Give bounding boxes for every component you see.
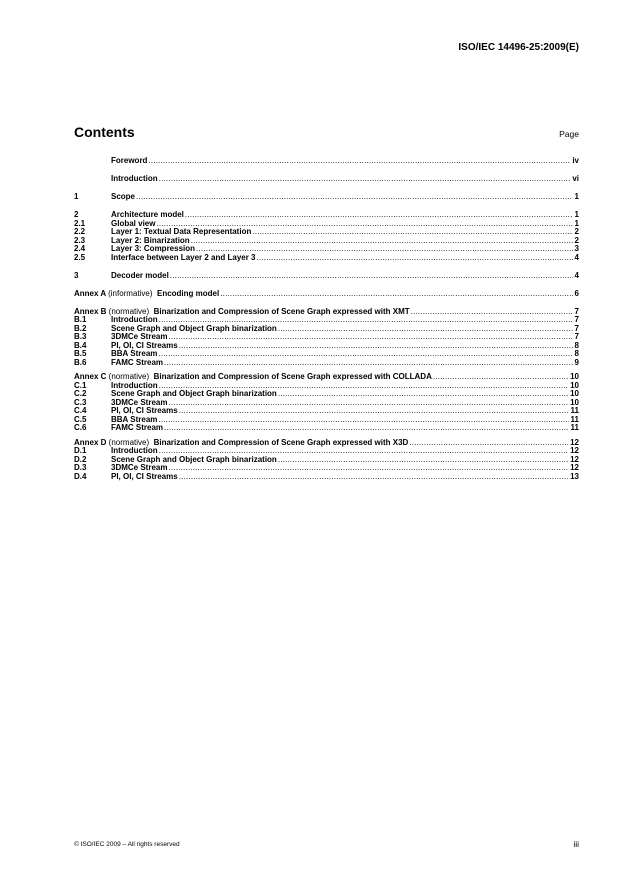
dot-leader xyxy=(252,228,572,237)
toc-entry-number: B.6 xyxy=(74,357,87,367)
dot-leader xyxy=(433,373,568,382)
dot-leader xyxy=(179,407,569,416)
toc-entry[interactable] xyxy=(74,175,579,184)
toc-entry[interactable] xyxy=(74,359,579,368)
toc-entry-number: C.6 xyxy=(74,423,87,432)
toc-entry[interactable] xyxy=(74,254,579,263)
page-column-label: Page xyxy=(559,129,579,139)
toc-entry-title: Architecture model xyxy=(111,210,184,219)
toc-entry-title: FAMC Stream xyxy=(111,423,164,432)
toc-entry-number: C.5 xyxy=(74,414,87,424)
toc-entry-page: 7 xyxy=(574,323,579,333)
toc-entry-title: 3DMCe Stream xyxy=(111,332,168,341)
toc-entry-number: C.4 xyxy=(74,406,87,415)
toc-entry-title: Introduction xyxy=(111,315,158,324)
toc-entry-page: 10 xyxy=(570,397,579,407)
toc-entry-number: 3 xyxy=(74,270,79,280)
toc-entry-page: 11 xyxy=(570,414,579,424)
toc-entry-page: 12 xyxy=(570,454,579,464)
toc-entry-title: Foreword xyxy=(111,156,148,165)
toc-entry[interactable] xyxy=(74,473,579,482)
toc-entry-page: 4 xyxy=(574,252,579,262)
annex-prefix: Annex C (normative) xyxy=(74,372,154,381)
toc-entry-title: BBA Stream xyxy=(111,414,158,424)
toc-entry-number: 1 xyxy=(74,192,79,201)
toc-entry-number: 2.4 xyxy=(74,244,86,253)
annex-prefix: Annex D (normative) xyxy=(74,437,154,447)
toc-entry-number: B.3 xyxy=(74,332,87,341)
toc-entry-number: 2.1 xyxy=(74,218,86,228)
toc-entry-page: 8 xyxy=(574,340,579,350)
toc-entry-number: D.2 xyxy=(74,454,87,464)
toc-entry-title xyxy=(74,290,219,299)
dot-leader xyxy=(159,175,571,184)
toc-entry-page: 13 xyxy=(570,471,579,481)
annex-prefix: Annex A (informative) xyxy=(74,288,157,298)
annex-title: Binarization and Compression of Scene Graph expressed with XMT xyxy=(153,306,410,316)
toc-entry-number: D.3 xyxy=(74,463,87,472)
document-id: ISO/IEC 14496-25:2009(E) xyxy=(458,42,579,53)
toc-entry-title: Introduction xyxy=(111,174,158,183)
toc-entry[interactable] xyxy=(74,424,579,433)
toc-entry-page: 9 xyxy=(574,357,579,367)
toc-entry-number: 2 xyxy=(74,210,79,219)
toc-entry-page: 7 xyxy=(574,315,579,324)
dot-leader xyxy=(164,359,573,368)
dot-leader xyxy=(136,193,573,202)
toc-entry-page: 10 xyxy=(570,380,579,390)
toc-entry-number: 2.2 xyxy=(74,227,86,236)
toc-entry-title: Layer 2: Binarization xyxy=(111,235,190,245)
toc-entry-title: Introduction xyxy=(111,380,158,390)
toc-entry-number: C.3 xyxy=(74,397,87,407)
toc-entry-number: 2.5 xyxy=(74,252,86,262)
toc-entry-page: 7 xyxy=(574,332,579,341)
toc-entry[interactable] xyxy=(74,157,579,166)
toc-entry-page: 10 xyxy=(570,389,579,398)
dot-leader xyxy=(278,390,568,399)
toc-entry-number: C.2 xyxy=(74,389,87,398)
dot-leader xyxy=(191,237,573,246)
toc-entry-page: 2 xyxy=(574,227,579,236)
dot-leader xyxy=(185,211,573,220)
annex-title: Encoding model xyxy=(156,288,220,298)
copyright-notice: © ISO/IEC 2009 – All rights reserved xyxy=(74,841,180,848)
toc-entry-title: FAMC Stream xyxy=(111,357,164,367)
toc-entry-title: Decoder model xyxy=(111,270,169,280)
toc-entry-number: C.1 xyxy=(74,380,87,390)
toc-entry-number: B.2 xyxy=(74,323,87,333)
annex-title: Binarization and Compression of Scene Graph expressed with COLLADA xyxy=(153,372,432,381)
dot-leader xyxy=(158,416,568,425)
toc-entry-page: 1 xyxy=(574,192,579,201)
toc-entry-page: 11 xyxy=(570,406,579,415)
toc-entry-title: Layer 1: Textual Data Representation xyxy=(111,227,252,236)
annex-title: Binarization and Compression of Scene Graph expressed with X3D xyxy=(153,437,409,447)
toc-entry-page: 12 xyxy=(570,437,579,447)
dot-leader xyxy=(409,439,568,448)
toc-entry-title: PI, OI, CI Streams xyxy=(111,406,178,415)
dot-leader xyxy=(179,473,568,482)
dot-leader xyxy=(148,157,570,166)
toc-entry-page: 7 xyxy=(574,306,579,316)
dot-leader xyxy=(168,333,572,342)
toc-entry-page: 12 xyxy=(570,446,579,455)
dot-leader xyxy=(179,342,573,351)
toc-entry-title: Scene Graph and Object Graph binarization xyxy=(111,389,277,398)
toc-entry-page: 10 xyxy=(570,372,579,381)
contents-title: Contents xyxy=(74,124,135,140)
toc-entry-title: Scope xyxy=(111,192,136,201)
toc-entry-title: Introduction xyxy=(111,446,158,455)
dot-leader xyxy=(257,254,573,263)
toc-entry[interactable] xyxy=(74,193,579,202)
dot-leader xyxy=(158,350,572,359)
toc-entry-number: B.5 xyxy=(74,349,87,358)
toc-entry-number: B.4 xyxy=(74,340,87,350)
toc-entry-page: iv xyxy=(572,156,579,165)
toc-entry-title: Scene Graph and Object Graph binarization xyxy=(111,323,277,333)
toc-entry-title: 3DMCe Stream xyxy=(111,463,168,472)
toc-entry-title: Scene Graph and Object Graph binarization xyxy=(111,454,277,464)
toc-entry-title: 3DMCe Stream xyxy=(111,397,168,407)
toc-entry-title: Global view xyxy=(111,218,156,228)
dot-leader xyxy=(278,456,568,465)
dot-leader xyxy=(168,399,568,408)
dot-leader xyxy=(411,308,573,317)
toc-entry[interactable] xyxy=(74,290,579,299)
toc-entry-page: 12 xyxy=(570,463,579,472)
dot-leader xyxy=(164,424,569,433)
toc-entry-page: 2 xyxy=(574,235,579,245)
toc-entry-title: PI, OI, CI Streams xyxy=(111,340,178,350)
toc-entry-page: 8 xyxy=(574,349,579,358)
annex-prefix: Annex B (normative) xyxy=(74,306,154,316)
toc-entry-title: Interface between Layer 2 and Layer 3 xyxy=(111,252,256,262)
table-of-contents xyxy=(74,157,579,481)
toc-entry-page: 11 xyxy=(570,423,579,432)
toc-entry-number: 2.3 xyxy=(74,235,86,245)
dot-leader xyxy=(278,325,573,334)
toc-entry[interactable] xyxy=(74,272,579,281)
toc-entry-title: BBA Stream xyxy=(111,349,158,358)
toc-entry-page: 3 xyxy=(574,244,579,253)
toc-entry-page: 1 xyxy=(574,218,579,228)
toc-entry-number: D.4 xyxy=(74,471,87,481)
dot-leader xyxy=(220,290,572,299)
dot-leader xyxy=(168,464,568,473)
toc-entry-page: 6 xyxy=(574,288,579,298)
toc-entry-title: PI, OI, CI Streams xyxy=(111,471,178,481)
toc-entry-page: 1 xyxy=(574,210,579,219)
dot-leader xyxy=(170,272,573,281)
toc-entry-number: B.1 xyxy=(74,315,87,324)
toc-entry-title: Layer 3: Compression xyxy=(111,244,196,253)
toc-entry-page: vi xyxy=(572,174,579,183)
page-number: iii xyxy=(573,839,579,849)
toc-entry-page: 4 xyxy=(574,270,579,280)
toc-entry-number: D.1 xyxy=(74,446,87,455)
